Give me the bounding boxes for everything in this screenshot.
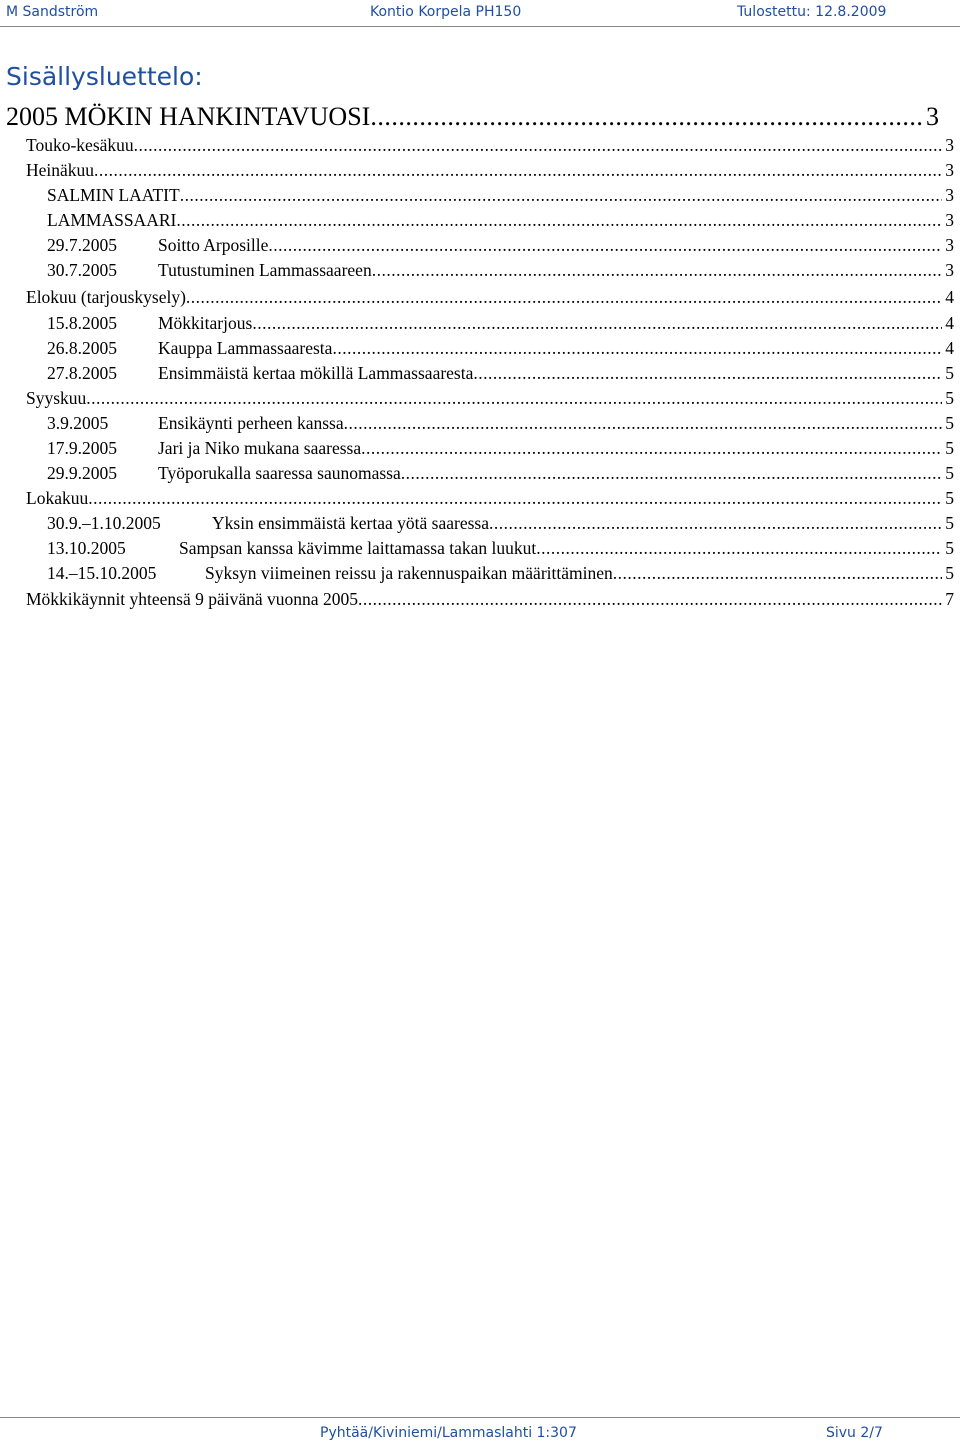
toc-leader (489, 511, 942, 535)
toc-entry-text: Syksyn viimeinen reissu ja rakennuspaikan määrittäminen (205, 563, 613, 583)
toc-entry-page: 5 (945, 563, 954, 583)
header-print-date: Tulostettu: 12.8.2009 (737, 4, 887, 20)
toc-heading: Sisällysluettelo: (6, 62, 203, 91)
toc-entry[interactable] (26, 133, 954, 157)
toc-entry-date: 3.9.2005 (47, 413, 109, 433)
toc-leader (372, 258, 943, 282)
toc-entry-title (47, 411, 344, 435)
toc-entry[interactable] (47, 561, 954, 585)
toc-leader (252, 311, 942, 335)
toc-entry-title (47, 361, 473, 385)
toc-entry-date: 26.8.2005 (47, 338, 117, 358)
toc-entry-title: Lokakuu (26, 488, 89, 508)
toc-entry-date: 14.–15.10.2005 (47, 563, 157, 583)
toc-entry[interactable] (47, 258, 954, 282)
toc-leader (361, 436, 942, 460)
toc-entry[interactable] (47, 361, 954, 385)
toc-leader (186, 285, 942, 309)
toc-entry[interactable] (26, 285, 954, 309)
toc-entry-date: 27.8.2005 (47, 363, 117, 383)
toc-leader (180, 183, 943, 207)
header-author: M Sandström (6, 4, 99, 20)
toc-entry-title (47, 258, 372, 282)
toc-entry-title (47, 511, 489, 535)
toc-entry-page: 5 (945, 538, 954, 558)
toc-entry[interactable] (26, 386, 954, 410)
toc-entry-title (47, 311, 252, 335)
toc-leader (94, 158, 942, 182)
toc-leader (370, 100, 923, 134)
toc-leader (473, 361, 942, 385)
toc-entry-date: 29.7.2005 (47, 235, 117, 255)
toc-leader (536, 536, 942, 560)
toc-entry-title (47, 233, 268, 257)
page-header (0, 0, 960, 27)
toc-entry-text: Kauppa Lammassaaresta (158, 338, 333, 358)
toc-entry-page: 5 (945, 438, 954, 458)
toc-entry-text: Tutustuminen Lammassaareen (158, 260, 372, 280)
toc-leader (344, 411, 943, 435)
toc-entry[interactable] (26, 486, 954, 510)
toc-entry-text: Ensimmäistä kertaa mökillä Lammassaaresta (158, 363, 474, 383)
toc-entry-page: 7 (945, 589, 954, 609)
toc-entry-page: 3 (945, 235, 954, 255)
toc-leader (268, 233, 942, 257)
toc-entry-text: Työporukalla saaressa saunomassa (158, 463, 401, 483)
toc-entry[interactable] (26, 158, 954, 182)
toc-entry-title (47, 536, 536, 560)
toc-entry-title: Heinäkuu (26, 160, 95, 180)
toc-entry[interactable] (47, 336, 954, 360)
toc-entry-page: 3 (926, 102, 939, 131)
toc-leader (86, 386, 942, 410)
toc-leader (134, 133, 943, 157)
toc-entry[interactable] (47, 461, 954, 485)
toc-entry-page: 3 (945, 160, 954, 180)
toc-entry[interactable] (47, 536, 954, 560)
toc-entry-page: 4 (945, 338, 954, 358)
toc-entry-text: Sampsan kanssa kävimme laittamassa takan luukut (179, 538, 537, 558)
toc-entry-title: Mökkikäynnit yhteensä 9 päivänä vuonna 2005 (26, 589, 358, 609)
toc-entry-date: 29.9.2005 (47, 463, 117, 483)
toc-entry-text: Ensikäynti perheen kanssa (158, 413, 344, 433)
toc-entry-date: 15.8.2005 (47, 313, 117, 333)
toc-leader (401, 461, 943, 485)
toc-entry-title (47, 436, 361, 460)
toc-entry-title: LAMMASSAARI (47, 210, 177, 230)
toc-entry-date: 13.10.2005 (47, 538, 126, 558)
toc-leader (358, 587, 942, 611)
toc-entry-page: 5 (945, 363, 954, 383)
toc-entry[interactable] (6, 100, 939, 134)
toc-leader (176, 208, 942, 232)
toc-entry-date: 30.7.2005 (47, 260, 117, 280)
footer-location: Pyhtää/Kiviniemi/Lammaslahti 1:307 (320, 1425, 577, 1441)
toc-entry-page: 5 (945, 463, 954, 483)
toc-entry-title: Syyskuu (26, 388, 87, 408)
toc-entry-title (47, 461, 401, 485)
toc-entry-text: Soitto Arposille (158, 235, 269, 255)
header-project: Kontio Korpela PH150 (370, 4, 522, 20)
toc-entry-page: 4 (945, 313, 954, 333)
toc-entry[interactable] (26, 587, 954, 611)
toc-entry[interactable] (47, 311, 954, 335)
toc-entry[interactable] (47, 233, 954, 257)
page-footer (0, 1417, 960, 1445)
toc-entry-page: 3 (945, 185, 954, 205)
toc-entry-page: 3 (945, 210, 954, 230)
toc-entry-page: 3 (945, 135, 954, 155)
toc-entry-title: 2005 MÖKIN HANKINTAVUOSI (6, 102, 371, 131)
toc-entry[interactable] (47, 183, 954, 207)
toc-entry-page: 5 (945, 388, 954, 408)
toc-entry-page: 5 (945, 488, 954, 508)
toc-entry-page: 3 (945, 260, 954, 280)
toc-entry[interactable] (47, 436, 954, 460)
toc-entry-title: Touko-kesäkuu (26, 135, 134, 155)
toc-entry-page: 5 (945, 513, 954, 533)
toc-entry-page: 4 (945, 287, 954, 307)
toc-entry[interactable] (47, 208, 954, 232)
toc-entry-text: Jari ja Niko mukana saaressa (158, 438, 362, 458)
toc-entry-title: SALMIN LAATIT (47, 185, 180, 205)
toc-entry-date: 30.9.–1.10.2005 (47, 513, 161, 533)
toc-entry-title (47, 561, 613, 585)
toc-entry-date: 17.9.2005 (47, 438, 117, 458)
toc-leader (88, 486, 942, 510)
toc-entry-page: 5 (945, 413, 954, 433)
toc-entry[interactable] (47, 511, 954, 535)
toc-leader (332, 336, 942, 360)
toc-leader (613, 561, 943, 585)
toc-entry-title (47, 336, 332, 360)
toc-entry[interactable] (47, 411, 954, 435)
toc-entry-text: Yksin ensimmäistä kertaa yötä saaressa (212, 513, 489, 533)
footer-page-number: Sivu 2/7 (826, 1425, 883, 1441)
toc-entry-text: Mökkitarjous (158, 313, 253, 333)
toc-entry-title: Elokuu (tarjouskysely) (26, 287, 186, 307)
